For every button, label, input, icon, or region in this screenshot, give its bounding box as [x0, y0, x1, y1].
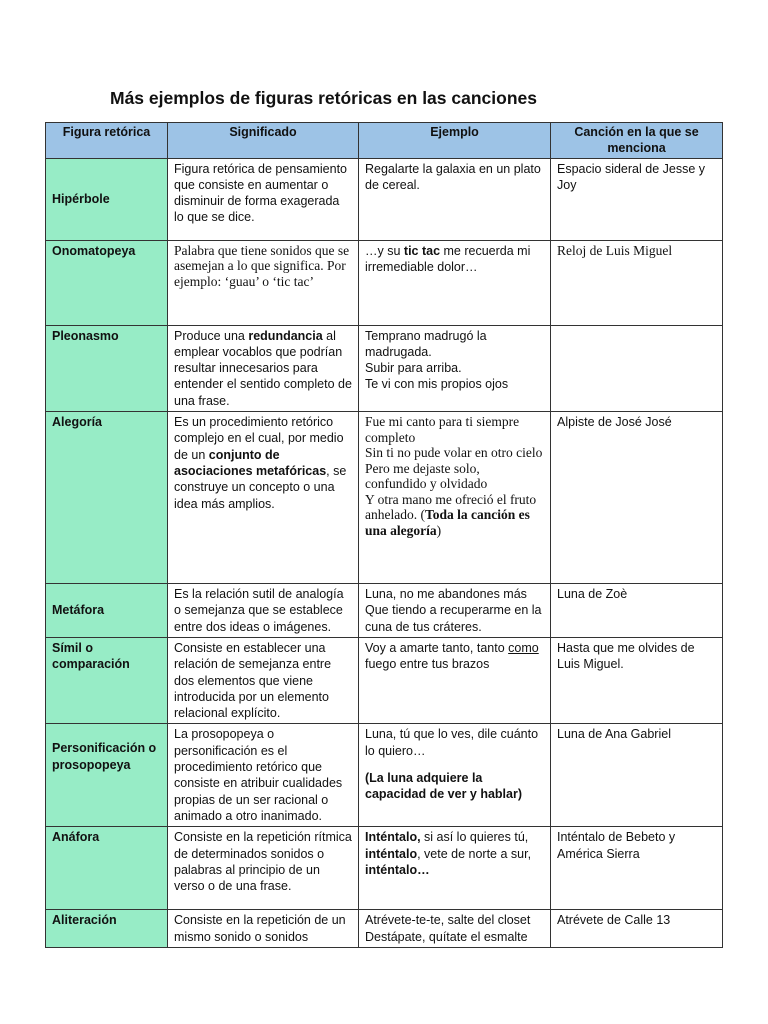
significado-cell: Figura retórica de pensamiento que consiste en aumentar o disminuir de forma exagerada lo que se dice. [168, 158, 359, 240]
ejemplo-bold: inténtalo [365, 846, 418, 861]
ejemplo-cell [359, 637, 551, 723]
significado-cell: La prosopopeya o personificación es el procedimiento retórico que consiste en atribuir cualidades propias de un ser racional o animado a otro inanimado. [168, 724, 359, 827]
ejemplo-bold: tic tac [403, 243, 441, 258]
ejemplo-cell [359, 584, 551, 638]
ejemplo-cell [359, 240, 551, 325]
table-row [46, 158, 723, 240]
header-figura: Figura retórica [46, 123, 168, 159]
ejemplo-cell [359, 910, 551, 948]
figura-cell: Hipérbole [46, 158, 168, 240]
cancion-cell: Luna de Ana Gabriel [551, 724, 723, 827]
cancion-cell: Hasta que me olvides de Luis Miguel. [551, 637, 723, 723]
ejemplo-text: …y su [365, 243, 404, 258]
figura-cell: Anáfora [46, 827, 168, 910]
ejemplo-line: Pero me dejaste solo, confundido y olvidado [365, 460, 488, 492]
ejemplo-text: fuego entre tus brazos [365, 657, 490, 672]
significado-cell [168, 412, 359, 584]
significado-cell: Consiste en establecer una relación de semejanza entre dos elementos que viene introducida por un elemento relacional explícito. [168, 637, 359, 723]
page-title: Más ejemplos de figuras retóricas en las canciones [110, 88, 537, 108]
ejemplo-text: si así lo quieres tú, [420, 830, 529, 845]
ejemplo-line: Y otra mano me ofreció el fruto anhelado. ( [365, 491, 537, 523]
figura-cell: Alegoría [46, 412, 168, 584]
ejemplo-text: Voy a amarte tanto, tanto [365, 640, 509, 655]
figura-cell: Pleonasmo [46, 325, 168, 411]
ejemplo-line: Sin ti no pude volar en otro cielo [365, 445, 543, 461]
ejemplo-cell: Regalarte la galaxia en un plato de cereal. [359, 158, 551, 240]
ejemplo-line: Temprano madrugó la madrugada. [365, 328, 487, 359]
header-cancion: Canción en la que se menciona [551, 123, 723, 159]
ejemplo-line: Subir para arriba. [365, 361, 462, 376]
table-row [46, 827, 723, 910]
ejemplo-bold: Toda la canción es una alegoría [365, 507, 530, 538]
ejemplo-bold: (La luna adquiere la capacidad de ver y hablar) [365, 771, 523, 802]
cancion-cell: Atrévete de Calle 13 [551, 910, 723, 948]
table-row [46, 412, 723, 584]
ejemplo-cell [359, 325, 551, 411]
ejemplo-line: Te vi con mis propios ojos [365, 377, 509, 392]
significado-bold: redundancia [248, 328, 323, 343]
header-ejemplo: Ejemplo [359, 123, 551, 159]
significado-cell: Es la relación sutil de analogía o semejanza que se establece entre dos ideas o imágenes. [168, 584, 359, 638]
significado-text: Produce una [174, 328, 249, 343]
table-header-row [46, 123, 723, 159]
ejemplo-bold: Inténtalo, [365, 830, 421, 845]
ejemplo-text: ) [436, 522, 442, 538]
significado-bold: conjunto de asociaciones metafóricas [174, 447, 327, 478]
figura-cell: Metáfora [46, 584, 168, 638]
figura-cell: Aliteración [46, 910, 168, 948]
table-row [46, 910, 723, 948]
ejemplo-cell [359, 827, 551, 910]
figura-cell: Personificación o prosopopeya [46, 724, 168, 827]
ejemplo-text: me recuerda mi irremediable dolor… [365, 243, 531, 274]
table-row [46, 240, 723, 325]
ejemplo-cell [359, 412, 551, 584]
table-row [46, 584, 723, 638]
table-row [46, 325, 723, 411]
significado-text: Es un procedimiento retórico complejo en el cual, por medio de un [174, 415, 344, 462]
figura-cell: Onomatopeya [46, 240, 168, 325]
significado-cell: Consiste en la repetición rítmica de determinados sonidos o palabras al principio de un verso o de una frase. [168, 827, 359, 910]
table-row [46, 724, 723, 827]
ejemplo-line: Fue mi canto para ti siempre completo [365, 414, 520, 445]
cancion-cell: Espacio sideral de Jesse y Joy [551, 158, 723, 240]
cancion-cell: Reloj de Luis Miguel [551, 240, 723, 325]
ejemplo-line: Destápate, quítate el esmalte [365, 929, 528, 944]
ejemplo-cell [359, 724, 551, 827]
cancion-cell: Alpiste de José José [551, 412, 723, 584]
cancion-cell [551, 325, 723, 411]
ejemplo-text: Luna, tú que lo ves, dile cuánto lo quiero… [365, 727, 539, 758]
significado-cell: Palabra que tiene sonidos que se asemejan a lo que significa. Por ejemplo: ‘guau’ o ‘tic tac’ [168, 240, 359, 325]
figura-cell: Símil o comparación [46, 637, 168, 723]
significado-cell [168, 325, 359, 411]
table-row [46, 637, 723, 723]
ejemplo-line: Atrévete-te-te, salte del closet [365, 913, 531, 928]
significado-cell: Consiste en la repetición de un mismo sonido o sonidos [168, 910, 359, 948]
rhetorical-figures-table [45, 122, 723, 948]
cancion-cell: Inténtalo de Bebeto y América Sierra [551, 827, 723, 910]
ejemplo-text: , vete de norte a sur, [417, 846, 532, 861]
significado-text: al emplear vocablos que podrían resultar innecesarios para entender el sentido completo de una frase. [174, 328, 352, 408]
ejemplo-underlined: como [508, 640, 539, 655]
ejemplo-line: Luna, no me abandones más [365, 587, 527, 602]
cancion-cell: Luna de Zoè [551, 584, 723, 638]
significado-text: , se construye un concepto o una idea más amplios. [174, 463, 347, 511]
ejemplo-bold: inténtalo… [365, 862, 430, 877]
header-significado: Significado [168, 123, 359, 159]
ejemplo-line: Que tiendo a recuperarme en la cuna de tus cráteres. [365, 603, 542, 634]
